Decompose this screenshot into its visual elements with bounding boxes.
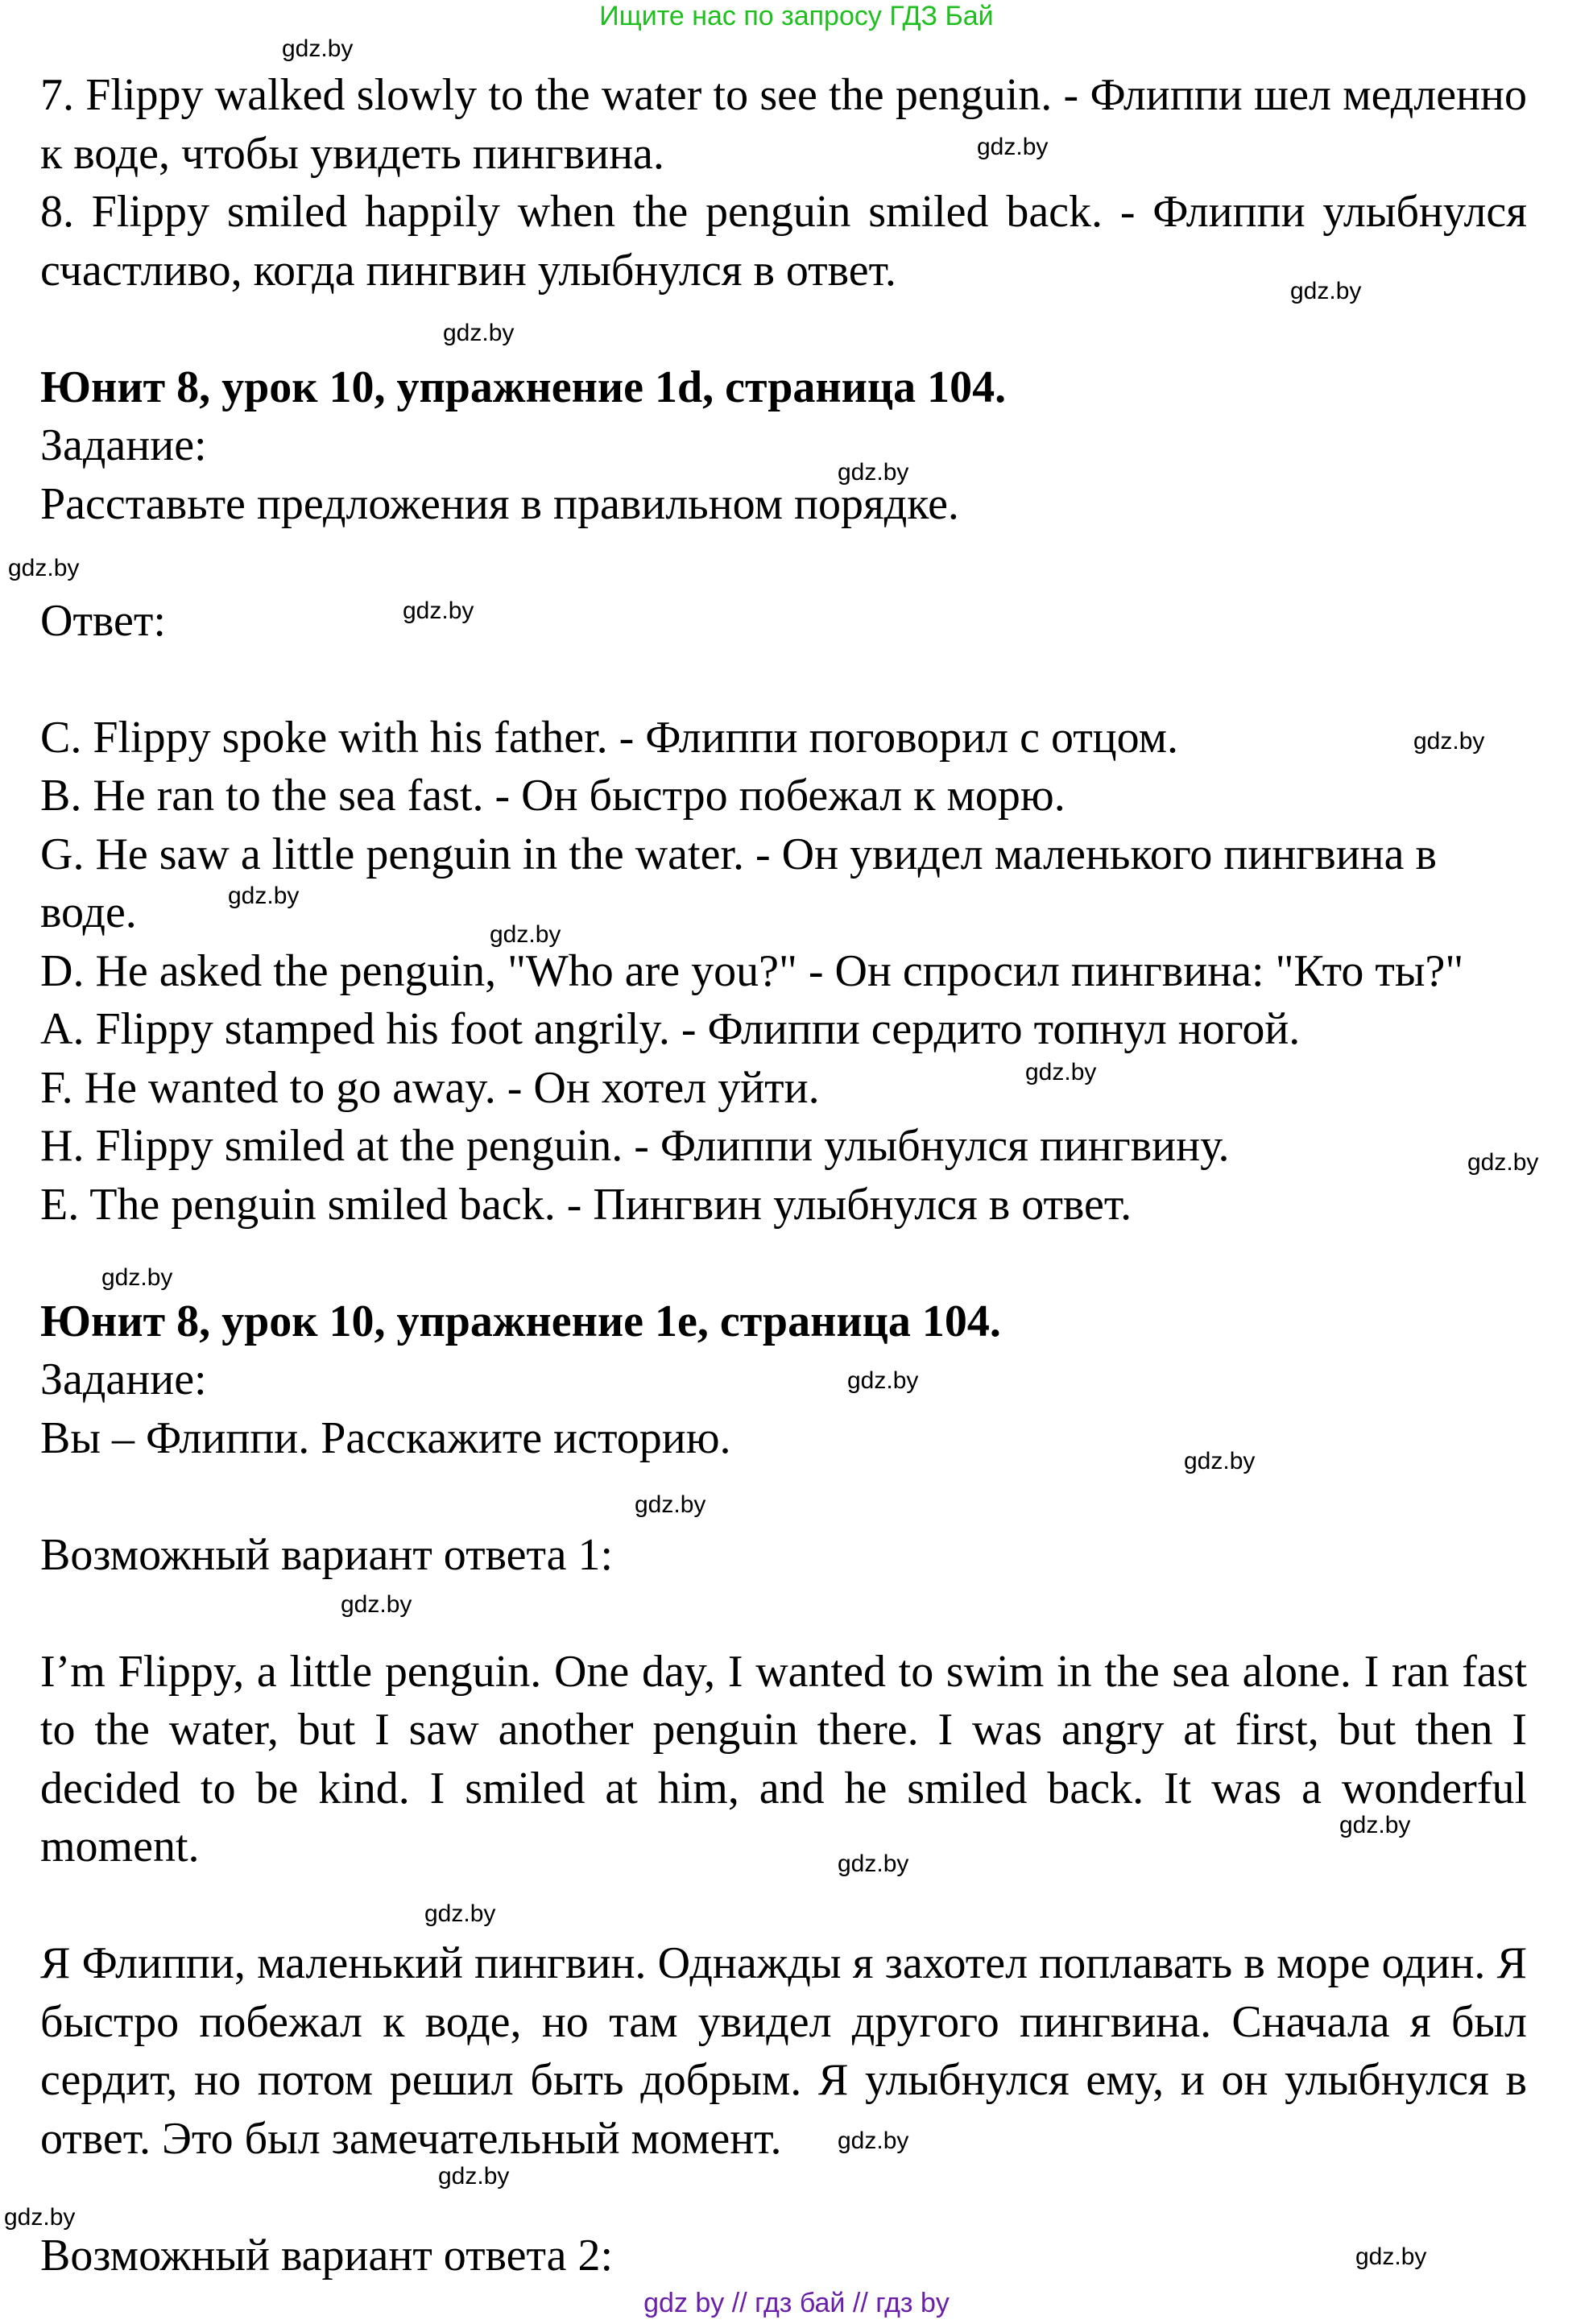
watermark: gdz.by [1025, 1059, 1097, 1085]
watermark: gdz.by [282, 35, 354, 62]
watermark: gdz.by [403, 598, 474, 624]
answer-item: D. He asked the penguin, "Who are you?" - Он спросил пингвина: "Кто ты?" [40, 945, 1464, 996]
answer-item: G. He saw a little penguin in the water. - Он увидел маленького пингвина в воде. [40, 829, 1437, 937]
spacer [40, 1467, 1527, 1526]
list-item: 8. Flippy smiled happily when the penguin smiled back. - Флиппи улыбнулся счастливо, когда пингвин улыбнулся в ответ. [40, 187, 1527, 296]
answer-item: F. He wanted to go away. - Он хотел уйти. [40, 1062, 820, 1113]
answer-label: Ответ: [40, 595, 166, 646]
task-label: Задание: [40, 1354, 207, 1404]
variant-label: Возможный вариант ответа 1: [40, 1529, 614, 1580]
watermark: gdz.by [1290, 278, 1362, 304]
list-item: 7. Flippy walked slowly to the water to see the penguin. - Флиппи шел медленно к воде, чтобы увидеть пингвина. [40, 70, 1527, 179]
watermark: gdz.by [424, 1900, 496, 1927]
watermark: gdz.by [635, 1491, 706, 1518]
watermark: gdz.by [490, 921, 561, 948]
watermark: gdz.by [4, 2204, 76, 2231]
watermark: gdz.by [228, 883, 300, 909]
spacer [40, 650, 1527, 709]
answer-item: H. Flippy smiled at the penguin. - Флиппи улыбнулся пингвину. [40, 1121, 1230, 1171]
answer-paragraph-en: I’m Flippy, a little penguin. One day, I wanted to swim in the sea alone. I ran fast to the water, but I saw another penguin there. I was angry at first, but then I decided to be kind. I smiled at him, and he smiled back. It was a wonderful moment. [40, 1646, 1527, 1871]
watermark: gdz.by [101, 1264, 173, 1291]
watermark: gdz.by [847, 1367, 919, 1394]
spacer [40, 1876, 1527, 1935]
task-text: Вы – Флиппи. Расскажите историю. [40, 1412, 731, 1463]
watermark: gdz.by [341, 1591, 412, 1618]
watermark: gdz.by [443, 320, 515, 346]
answer-item: C. Flippy spoke with his father. - Флиппи поговорил с отцом. [40, 712, 1179, 763]
spacer [40, 2168, 1527, 2227]
answer-item: B. He ran to the sea fast. - Он быстро побежал к морю. [40, 771, 1065, 821]
watermark: gdz.by [1339, 1812, 1411, 1838]
watermark: gdz.by [838, 459, 909, 486]
top-banner: Ищите нас по запросу ГДЗ Бай [599, 1, 994, 31]
document-content [40, 66, 1527, 2285]
watermark: gdz.by [977, 134, 1049, 160]
watermark: gdz.by [1467, 1149, 1539, 1176]
answer-paragraph-ru: Я Флиппи, маленький пингвин. Однажды я захотел поплавать в море один. Я быстро побежал к воде, но там увидел другого пингвина. Сначала я был сердит, но потом решил быть добрым. Я улыбнулся ему, и он улыбнулся в ответ. Это был замечательный момент. [40, 1938, 1527, 2164]
task-label: Задание: [40, 420, 207, 470]
watermark: gdz.by [438, 2163, 510, 2190]
watermark: gdz.by [838, 1851, 909, 1877]
spacer [40, 1234, 1527, 1292]
footer-links: gdz by // гдз бай // гдз by [643, 2288, 950, 2318]
spacer [40, 533, 1527, 592]
watermark: gdz.by [838, 2128, 909, 2154]
variant-label: Возможный вариант ответа 2: [40, 2230, 614, 2281]
watermark: gdz.by [1413, 728, 1485, 755]
watermark: gdz.by [1184, 1448, 1256, 1474]
answer-item: E. The penguin smiled back. - Пингвин улыбнулся в ответ. [40, 1179, 1132, 1230]
task-text: Расставьте предложения в правильном порядке. [40, 478, 959, 529]
section-heading: Юнит 8, урок 10, упражнение 1d, страница 104. [40, 362, 1007, 412]
watermark: gdz.by [1355, 2243, 1427, 2270]
answer-item: A. Flippy stamped his foot angrily. - Флиппи сердито топнул ногой. [40, 1004, 1301, 1054]
spacer [40, 300, 1527, 358]
section-heading: Юнит 8, урок 10, упражнение 1e, страница 104. [40, 1296, 1001, 1346]
watermark: gdz.by [8, 555, 80, 581]
spacer [40, 1584, 1527, 1643]
